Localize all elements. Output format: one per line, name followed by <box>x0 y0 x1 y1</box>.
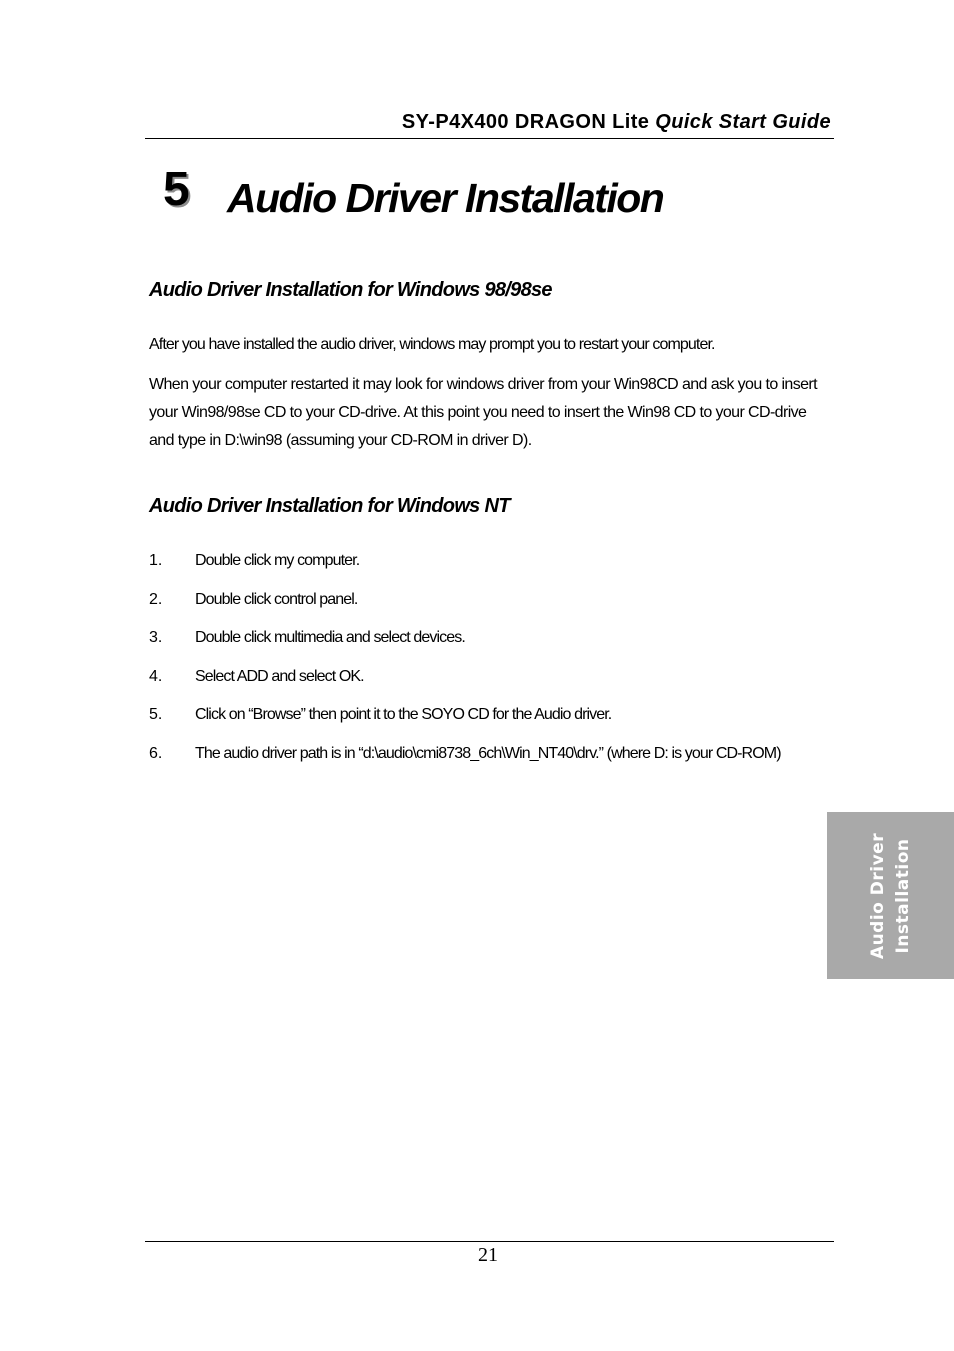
header-guide: Quick Start Guide <box>655 111 831 133</box>
step-text: Double click control panel. <box>195 590 358 608</box>
step-text: Click on “Browse” then point it to the SOYO CD for the Audio driver. <box>195 706 612 723</box>
chapter-title: Audio Driver Installation <box>227 175 664 221</box>
step-number: 1. <box>149 552 163 569</box>
section-heading-winnt: Audio Driver Installation for Windows NT <box>149 495 510 517</box>
chapter-number: 5 <box>163 163 190 216</box>
step-text: Double click multimedia and select devices. <box>195 629 465 646</box>
list-item <box>149 624 789 652</box>
list-item <box>149 701 789 729</box>
running-header <box>402 111 831 134</box>
step-text: The audio driver path is in “d:\audio\cmi8738_6ch\Win_NT40\drv.” (where D: is your CD-ROM) <box>195 744 781 762</box>
step-number: 6. <box>149 744 163 762</box>
side-tab-line-1: Audio Driver <box>867 832 888 959</box>
section-heading-win98: Audio Driver Installation for Windows 98/98se <box>149 279 552 301</box>
paragraph-win98cd: When your computer restarted it may look for windows driver from your Win98CD and ask you to insert your Win98/98se CD to your CD-drive. At this point you need to insert the Win98 CD to your CD-drive and type in D:\win98 (assuming your CD-ROM in driver D). <box>149 376 817 449</box>
side-tab-line-2: Installation <box>892 837 913 954</box>
step-number: 3. <box>149 629 163 646</box>
step-text: Select ADD and select OK. <box>195 667 364 685</box>
list-item <box>149 586 789 614</box>
list-item <box>149 740 789 768</box>
list-item <box>149 663 789 691</box>
step-text: Double click my computer. <box>195 552 360 569</box>
step-number: 5. <box>149 706 163 723</box>
paragraph-restart: After you have installed the audio driver, windows may prompt you to restart your computer. <box>149 336 715 353</box>
step-number: 4. <box>149 667 163 685</box>
list-item <box>149 547 789 575</box>
header-product: SY-P4X400 DRAGON Lite <box>401 111 650 133</box>
header-rule <box>145 138 834 139</box>
chapter-side-tab <box>827 812 954 979</box>
side-tab-label <box>866 832 916 958</box>
footer-rule <box>145 1241 834 1242</box>
nt-steps-list <box>149 547 789 778</box>
step-number: 2. <box>149 590 163 608</box>
page-number: 21 <box>478 1244 498 1266</box>
